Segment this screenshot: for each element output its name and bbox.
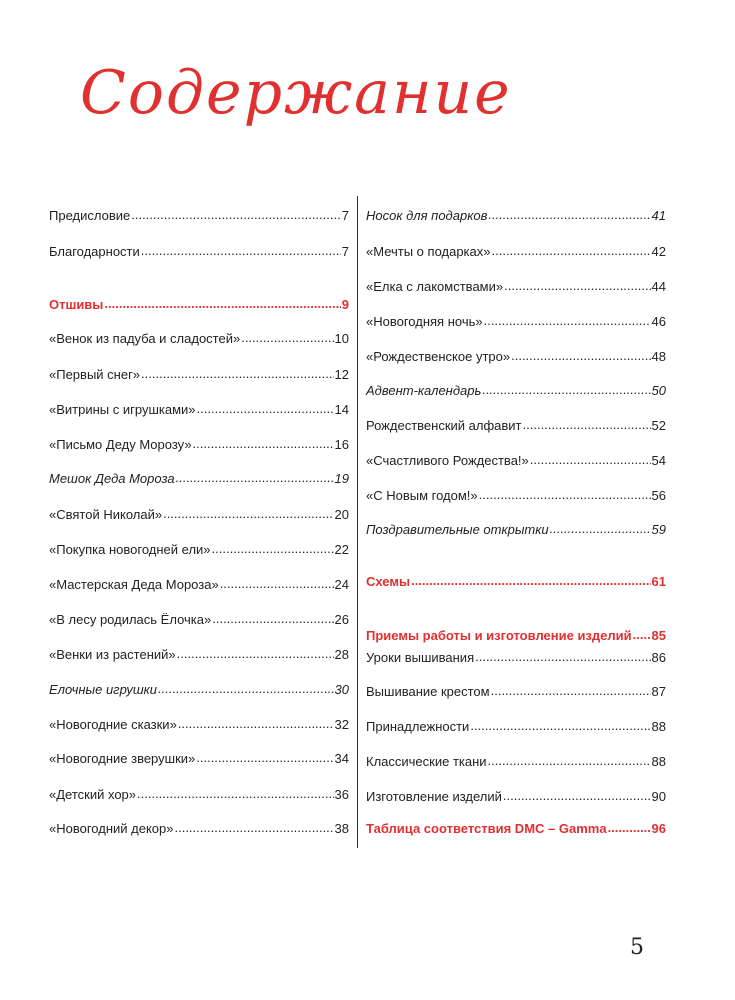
toc-leader-dots	[137, 785, 334, 803]
toc-entry-page: 36	[334, 787, 349, 802]
toc-leader-dots	[141, 365, 333, 383]
column-divider	[357, 196, 358, 848]
toc-entry-title: Вышивание крестом	[366, 684, 490, 699]
toc-leader-dots	[176, 469, 334, 487]
toc-entry-page: 9	[341, 297, 349, 312]
toc-entry	[366, 417, 666, 435]
toc-leader-dots	[241, 329, 333, 347]
toc-entry-page: 87	[651, 684, 666, 699]
toc-leader-dots	[178, 715, 334, 733]
toc-entry	[49, 576, 349, 594]
toc-entry-title: Приемы работы и изготовление изделий	[366, 628, 632, 643]
toc-entry-title: «Мечты о подарках»	[366, 244, 491, 259]
toc-leader-dots	[488, 752, 651, 770]
toc-entry-title: «Рождественское утро»	[366, 349, 511, 364]
toc-entry	[366, 452, 666, 470]
toc-entry-title: Рождественский алфавит	[366, 418, 522, 433]
toc-leader-dots	[479, 486, 651, 504]
toc-entry-title: Изготовление изделий	[366, 789, 502, 804]
toc-entry-page: 61	[651, 574, 666, 589]
toc-entry-title: «С Новым годом!»	[366, 488, 478, 503]
toc-leader-dots	[212, 540, 334, 558]
toc-entry	[49, 506, 349, 524]
toc-entry	[366, 788, 666, 806]
toc-entry-title: Адвент-календарь	[366, 383, 482, 398]
toc-entry-title: «Мастерская Деда Мороза»	[49, 577, 219, 592]
toc-entry	[49, 243, 349, 261]
toc-entry	[49, 750, 349, 768]
toc-leader-dots	[193, 435, 334, 453]
toc-leader-dots	[196, 749, 333, 767]
toc-entry-title: Уроки вышивания	[366, 650, 475, 665]
toc-entry	[366, 521, 666, 539]
toc-entry-page: 12	[334, 367, 349, 382]
toc-entry	[366, 683, 666, 701]
toc-entry	[49, 611, 349, 629]
toc-entry-page: 85	[651, 628, 666, 643]
toc-entry	[49, 470, 349, 488]
toc-entry-title: «Новогодняя ночь»	[366, 314, 483, 329]
toc-entry	[366, 820, 666, 838]
toc-leader-dots	[174, 819, 333, 837]
toc-entry-page: 41	[651, 208, 666, 223]
toc-leader-dots	[550, 520, 651, 538]
toc-leader-dots	[523, 416, 651, 434]
toc-entry-title: «Письмо Деду Морозу»	[49, 437, 192, 452]
toc-entry-title: Поздравительные открытки	[366, 522, 549, 537]
toc-entry-page: 42	[651, 244, 666, 259]
toc-entry	[366, 649, 666, 667]
page-number: 5	[630, 935, 644, 960]
toc-entry-page: 88	[651, 719, 666, 734]
toc-entry-title: Классические ткани	[366, 754, 487, 769]
toc-entry	[49, 646, 349, 664]
toc-entry	[366, 278, 666, 296]
toc-entry	[49, 366, 349, 384]
toc-entry-title: Отшивы	[49, 297, 104, 312]
toc-entry-title: «Святой Николай»	[49, 507, 163, 522]
toc-entry-title: «В лесу родилась Ёлочка»	[49, 612, 212, 627]
toc-entry-page: 26	[334, 612, 349, 627]
toc-entry-title: Таблица соответствия DMC – Gamma	[366, 821, 607, 836]
toc-entry-title: «Первый снег»	[49, 367, 141, 382]
toc-entry-page: 22	[334, 542, 349, 557]
toc-entry-title: Благодарности	[49, 244, 140, 259]
toc-entry	[366, 487, 666, 505]
toc-entry	[366, 627, 666, 645]
toc-entry	[49, 207, 349, 225]
toc-entry-title: «Детский хор»	[49, 787, 137, 802]
toc-entry-title: Принадлежности	[366, 719, 470, 734]
toc-entry	[366, 348, 666, 366]
toc-leader-dots	[475, 648, 650, 666]
toc-entry	[49, 820, 349, 838]
toc-entry-page: 16	[334, 437, 349, 452]
toc-entry	[49, 296, 349, 314]
toc-entry	[49, 541, 349, 559]
toc-entry	[366, 718, 666, 736]
toc-entry-page: 52	[651, 418, 666, 433]
toc-leader-dots	[504, 277, 650, 295]
toc-leader-dots	[411, 572, 650, 590]
toc-entry-page: 32	[334, 717, 349, 732]
toc-leader-dots	[163, 505, 333, 523]
toc-entry	[366, 207, 666, 225]
toc-entry-page: 46	[651, 314, 666, 329]
toc-entry-page: 10	[334, 331, 349, 346]
toc-entry-page: 7	[341, 244, 349, 259]
toc-entry-page: 14	[334, 402, 349, 417]
toc-entry-title: «Венки из растений»	[49, 647, 176, 662]
toc-entry	[366, 313, 666, 331]
toc-entry-title: «Новогодние зверушки»	[49, 751, 196, 766]
toc-leader-dots	[212, 610, 333, 628]
toc-leader-dots	[530, 451, 651, 469]
toc-leader-dots	[484, 312, 651, 330]
toc-entry-title: Елочные игрушки	[49, 682, 158, 697]
toc-entry-title: «Покупка новогодней ели»	[49, 542, 211, 557]
toc-entry-page: 7	[341, 208, 349, 223]
toc-leader-dots	[220, 575, 334, 593]
toc-entry	[366, 243, 666, 261]
toc-entry	[366, 573, 666, 591]
toc-entry-page: 86	[651, 650, 666, 665]
toc-entry-title: «Елка с лакомствами»	[366, 279, 504, 294]
toc-entry-title: Мешок Деда Мороза	[49, 471, 175, 486]
toc-leader-dots	[158, 680, 333, 698]
toc-entry	[49, 330, 349, 348]
toc-entry-page: 28	[334, 647, 349, 662]
toc-entry	[366, 753, 666, 771]
toc-entry-page: 44	[651, 279, 666, 294]
toc-entry-page: 59	[651, 522, 666, 537]
toc-leader-dots	[141, 242, 341, 260]
toc-entry	[49, 401, 349, 419]
toc-entry-page: 30	[334, 682, 349, 697]
toc-leader-dots	[511, 347, 650, 365]
toc-leader-dots	[608, 819, 651, 837]
toc-entry-title: Схемы	[366, 574, 411, 589]
toc-leader-dots	[131, 206, 341, 224]
toc-entry	[49, 786, 349, 804]
toc-entry	[49, 436, 349, 454]
toc-entry-title: «Новогодний декор»	[49, 821, 174, 836]
toc-entry-page: 38	[334, 821, 349, 836]
toc-leader-dots	[633, 626, 651, 644]
toc-entry-title: «Витрины с игрушками»	[49, 402, 196, 417]
toc-leader-dots	[491, 682, 651, 700]
toc-entry-page: 34	[334, 751, 349, 766]
toc-leader-dots	[482, 381, 650, 399]
toc-entry-page: 48	[651, 349, 666, 364]
toc-entry-title: «Венок из падуба и сладостей»	[49, 331, 241, 346]
toc-entry-page: 96	[651, 821, 666, 836]
toc-entry-page: 90	[651, 789, 666, 804]
toc-entry-page: 24	[334, 577, 349, 592]
toc-entry-page: 50	[651, 383, 666, 398]
toc-entry-title: «Счастливого Рождества!»	[366, 453, 529, 468]
toc-entry-page: 88	[651, 754, 666, 769]
toc-leader-dots	[488, 206, 650, 224]
toc-entry-title: Носок для подарков	[366, 208, 488, 223]
toc-leader-dots	[104, 295, 340, 313]
toc-entry-page: 56	[651, 488, 666, 503]
toc-entry	[366, 382, 666, 400]
toc-entry-page: 20	[334, 507, 349, 522]
toc-leader-dots	[197, 400, 334, 418]
toc-leader-dots	[470, 717, 650, 735]
toc-entry	[49, 681, 349, 699]
toc-entry	[49, 716, 349, 734]
toc-leader-dots	[492, 242, 651, 260]
toc-entry-title: «Новогодние сказки»	[49, 717, 177, 732]
page-title: Содержание	[80, 58, 512, 128]
toc-leader-dots	[503, 787, 651, 805]
toc-entry-title: Предисловие	[49, 208, 131, 223]
toc-leader-dots	[177, 645, 334, 663]
toc-entry-page: 54	[651, 453, 666, 468]
toc-entry-page: 19	[334, 471, 349, 486]
